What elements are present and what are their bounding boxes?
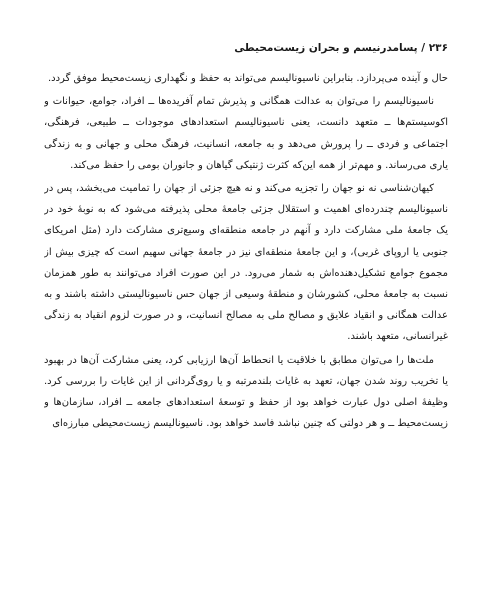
paragraph-continuation: حال و آینده می‌پردازد. بنابراین ناسیونالیسم می‌تواند به حفظ و نگهداری زیست‌محیط موفق گردد. xyxy=(47,73,448,84)
running-header: ۲۳۶ / پسامدرنیسم و بحران زیست‌محیطی xyxy=(234,42,448,54)
paragraph-nationalism-justice: ناسیونالیسم را می‌توان به عدالت همگانی و پذیرش تمام آفریده‌ها ــ افراد، جوامع، حیوانات و اکوسیستم‌ها ــ متعهد دانست، یعنی ناسیونالیسم استعدادهای موجودات ــ طبیعی، فرهنگی، اجتماعی و فردی ــ را پرورش می‌دهد و به جامعه، انسانیت، فرهنگ محلی و جهانی و به زندگی یاری می‌رساند. و مهم‌تر از همه این‌که کثرت ژنتیکی گیاهان و جانوران بومی را حفظ می‌کند. xyxy=(44,96,448,171)
paragraph-nations-evaluation: ملت‌ها را می‌توان مطابق با خلاقیت یا انحطاط آن‌ها ارزیابی کرد، یعنی مشارکت آن‌ها در بهبود یا تخریب روند شدن جهان، تعهد به غایات بلندمرتبه و یا روی‌گردانی از این غایات را بررسی کرد. وظیفهٔ اصلی دول عبارت خواهد بود از حفظ و توسعهٔ استعدادهای جامعه ــ افراد، سازمان‌ها و زیست‌محیط ــ و هر دولتی که چنین نباشد فاسد خواهد بود. ناسیونالیسم زیست‌محیطی مبارزه‌ای xyxy=(44,354,448,430)
book-page xyxy=(44,40,448,578)
paragraph-cosmology: کیهان‌شناسی نه نو جهان را تجزیه می‌کند و نه هیچ جزئی از جهان را تمامیت می‌بخشد، پس در ناسیونالیسم چندرده‌ای اهمیت و استقلال جزئی جامعهٔ محلی پذیرفته می‌شود که به نوبهٔ خود در یک جامعهٔ ملی مشارکت دارد و آنهم در جامعه منطقه‌ای وسیع‌تری مشارکت دارد (مثل امریکای جنوبی یا اروپای غربی)، و این جامعهٔ منطقه‌ای نیز در جامعهٔ جهانی سهیم است که چیزی بیش از مجموع جوامع تشکیل‌دهنده‌اش به شمار می‌رود. در این صورت افراد می‌توانند به طور همزمان نسبت به جامعهٔ محلی، کشورشان و منطقهٔ وسیعی از جهان حس ناسیونالیستی داشته باشند و به عدالت همگانی و انقیاد علایق و مصالح ملی به مصالح انسانیت، و در صورت لزوم انقیاد به زندگی غیرانسانی، متعهد باشند. xyxy=(44,183,448,343)
